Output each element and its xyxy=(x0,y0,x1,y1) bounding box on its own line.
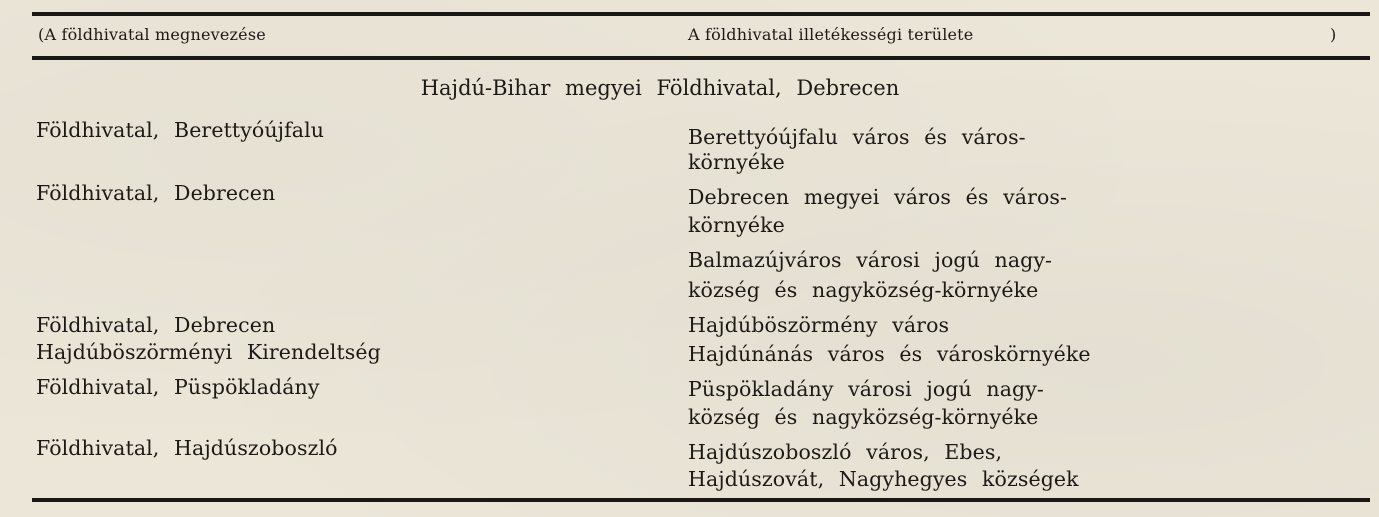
jurisdiction-line: Berettyóújfalu város és város- xyxy=(688,125,1026,149)
header-closing-paren: ) xyxy=(1330,25,1337,44)
jurisdiction-line: Debrecen megyei város és város- xyxy=(688,185,1068,209)
section-title: Hajdú-Bihar megyei Földhivatal, Debrecen xyxy=(420,76,900,100)
jurisdiction-line: környéke xyxy=(688,213,785,237)
top-rule xyxy=(32,12,1370,16)
jurisdiction-line: Hajdúszovát, Nagyhegyes községek xyxy=(688,467,1079,491)
office-name: Földhivatal, Debrecen xyxy=(36,181,276,205)
jurisdiction-line: Hajdúnánás város és városkörnyéke xyxy=(688,342,1091,366)
jurisdiction-column-header: A földhivatal illetékességi területe xyxy=(688,25,974,44)
office-name: Földhivatal, Püspökladány xyxy=(36,375,320,399)
bottom-rule xyxy=(32,498,1370,502)
jurisdiction-line: Hajdúszoboszló város, Ebes, xyxy=(688,440,1003,464)
jurisdiction-line: Balmazújváros városi jogú nagy- xyxy=(688,248,1053,272)
office-name: Földhivatal, Debrecen xyxy=(36,313,276,337)
office-name: Földhivatal, Berettyóújfalu xyxy=(36,118,325,142)
office-subname: Hajdúböszörményi Kirendeltség xyxy=(36,340,381,364)
header-rule xyxy=(32,56,1370,60)
office-name: Földhivatal, Hajdúszoboszló xyxy=(36,436,338,460)
office-name-column-header: (A földhivatal megnevezése xyxy=(38,25,266,44)
jurisdiction-line: Hajdúböszörmény város xyxy=(688,313,950,337)
jurisdiction-line: környéke xyxy=(688,150,785,174)
jurisdiction-line: község és nagyközség-környéke xyxy=(688,405,1039,429)
jurisdiction-line: község és nagyközség-környéke xyxy=(688,278,1039,302)
jurisdiction-line: Püspökladány városi jogú nagy- xyxy=(688,377,1044,401)
